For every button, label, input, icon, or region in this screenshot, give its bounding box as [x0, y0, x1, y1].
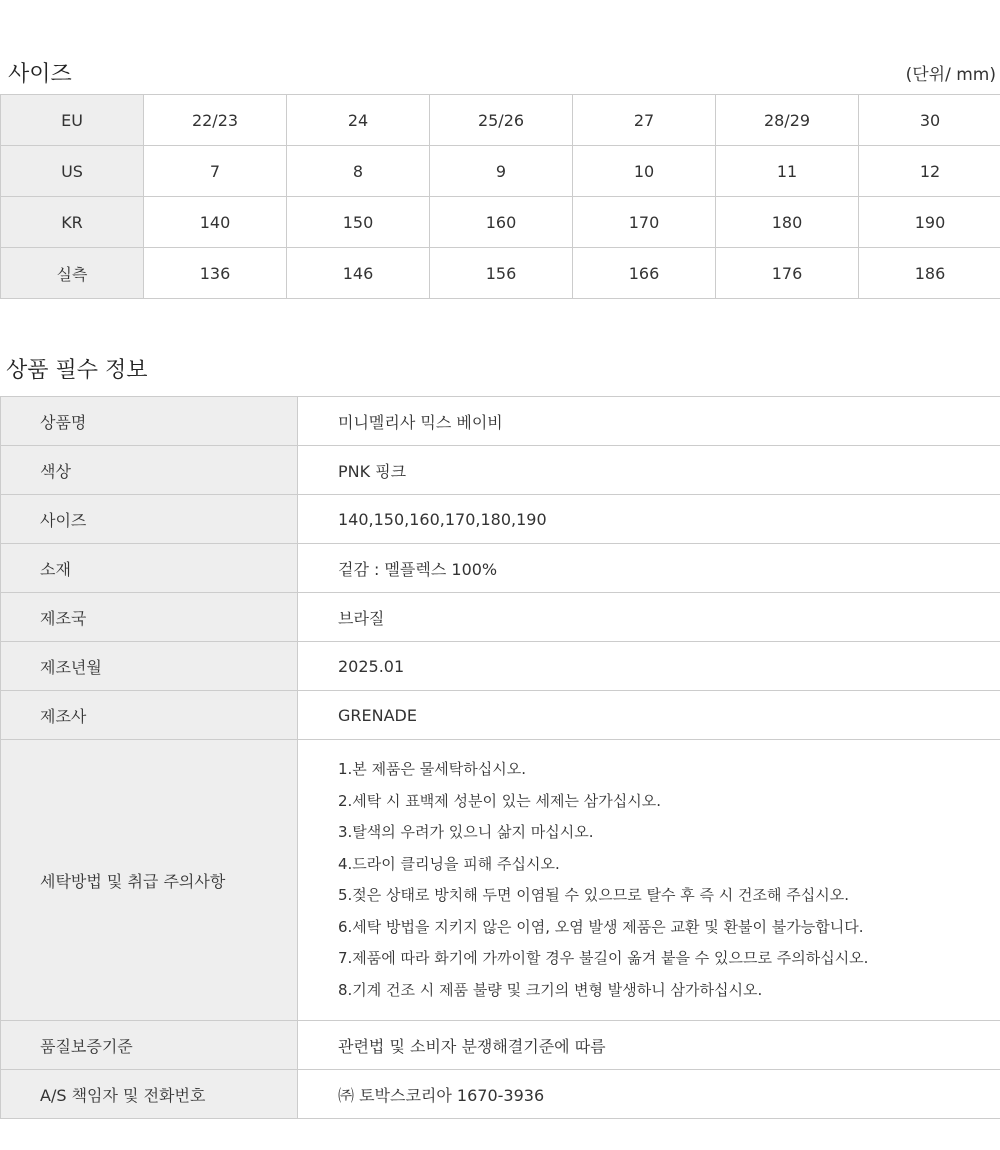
size-cell: 22/23	[144, 95, 287, 146]
size-row	[1, 197, 1000, 248]
info-row	[1, 397, 1000, 446]
info-value: 미니멜리사 믹스 베이비	[298, 397, 1000, 446]
info-label: 상품명	[1, 397, 298, 446]
info-row	[1, 691, 1000, 740]
size-cell: 30	[859, 95, 1000, 146]
size-cell: 140	[144, 197, 287, 248]
size-cell: 27	[573, 95, 716, 146]
size-section-header	[0, 60, 1000, 90]
size-section-title: 사이즈	[8, 62, 72, 87]
size-row-label: US	[1, 146, 144, 197]
info-row	[1, 1021, 1000, 1070]
info-row	[1, 446, 1000, 495]
info-row	[1, 593, 1000, 642]
size-cell: 186	[859, 248, 1000, 299]
care-line: 6.세탁 방법을 지키지 않은 이염, 오염 발생 제품은 교환 및 환불이 불가능합니다.	[338, 917, 864, 936]
care-line: 3.탈색의 우려가 있으니 삶지 마십시오.	[338, 823, 594, 841]
info-value: 2025.01	[298, 642, 1000, 691]
size-cell: 9	[430, 146, 573, 197]
size-cell: 28/29	[716, 95, 859, 146]
size-row	[1, 95, 1000, 146]
size-row	[1, 146, 1000, 197]
info-label: 품질보증기준	[1, 1021, 298, 1070]
info-value: GRENADE	[298, 691, 1000, 740]
care-instructions-row	[1, 740, 1000, 1021]
info-value: 관련법 및 소비자 분쟁해결기준에 따름	[298, 1021, 1000, 1070]
size-cell: 166	[573, 248, 716, 299]
size-cell: 7	[144, 146, 287, 197]
info-value: ㈜ 토박스코리아 1670-3936	[298, 1070, 1000, 1119]
size-unit-label: (단위/ mm)	[905, 65, 996, 85]
care-line: 7.제품에 따라 화기에 가까이할 경우 불길이 옮겨 붙을 수 있으므로 주의하십시오.	[338, 949, 869, 967]
care-line: 2.세탁 시 표백제 성분이 있는 세제는 삼가십시오.	[338, 791, 661, 810]
size-cell: 8	[287, 146, 430, 197]
size-row-label: EU	[1, 95, 144, 146]
info-value: PNK 핑크	[298, 446, 1000, 495]
info-row	[1, 544, 1000, 593]
size-row	[1, 248, 1000, 299]
care-line: 8.기계 건조 시 제품 불량 및 크기의 변형 발생하니 삼가하십시오.	[338, 980, 763, 999]
care-line: 4.드라이 클리닝을 피해 주십시오.	[338, 854, 560, 873]
size-row-label: KR	[1, 197, 144, 248]
info-value: 140,150,160,170,180,190	[298, 495, 1000, 544]
info-section-title: 상품 필수 정보	[6, 358, 148, 383]
info-row	[1, 495, 1000, 544]
size-cell: 10	[573, 146, 716, 197]
size-cell: 25/26	[430, 95, 573, 146]
info-row	[1, 1070, 1000, 1119]
size-cell: 176	[716, 248, 859, 299]
info-table-body	[1, 397, 1000, 1119]
info-row	[1, 642, 1000, 691]
size-cell: 12	[859, 146, 1000, 197]
info-value: 브라질	[298, 593, 1000, 642]
info-label: A/S 책임자 및 전화번호	[1, 1070, 298, 1119]
care-line: 5.젖은 상태로 방치해 두면 이염될 수 있으므로 탈수 후 즉 시 건조해 주십시오.	[338, 886, 849, 904]
size-cell: 146	[287, 248, 430, 299]
care-line: 1.본 제품은 물세탁하십시오.	[338, 760, 527, 778]
size-cell: 156	[430, 248, 573, 299]
size-cell: 170	[573, 197, 716, 248]
size-table-body	[1, 95, 1000, 299]
info-label: 사이즈	[1, 495, 298, 544]
info-value: 겉감 : 멜플렉스 100%	[298, 544, 1000, 593]
size-cell: 24	[287, 95, 430, 146]
size-cell: 190	[859, 197, 1000, 248]
info-section-header	[0, 356, 1000, 386]
care-label: 세탁방법 및 취급 주의사항	[1, 740, 298, 1021]
info-label: 제조사	[1, 691, 298, 740]
info-label: 소재	[1, 544, 298, 593]
product-info-table	[0, 396, 1000, 1119]
size-cell: 136	[144, 248, 287, 299]
size-cell: 11	[716, 146, 859, 197]
care-instructions	[298, 740, 1000, 1021]
size-cell: 180	[716, 197, 859, 248]
size-cell: 160	[430, 197, 573, 248]
info-label: 제조국	[1, 593, 298, 642]
size-row-label: 실측	[1, 248, 144, 299]
size-table	[0, 94, 1000, 299]
info-label: 색상	[1, 446, 298, 495]
info-label: 제조년월	[1, 642, 298, 691]
size-cell: 150	[287, 197, 430, 248]
